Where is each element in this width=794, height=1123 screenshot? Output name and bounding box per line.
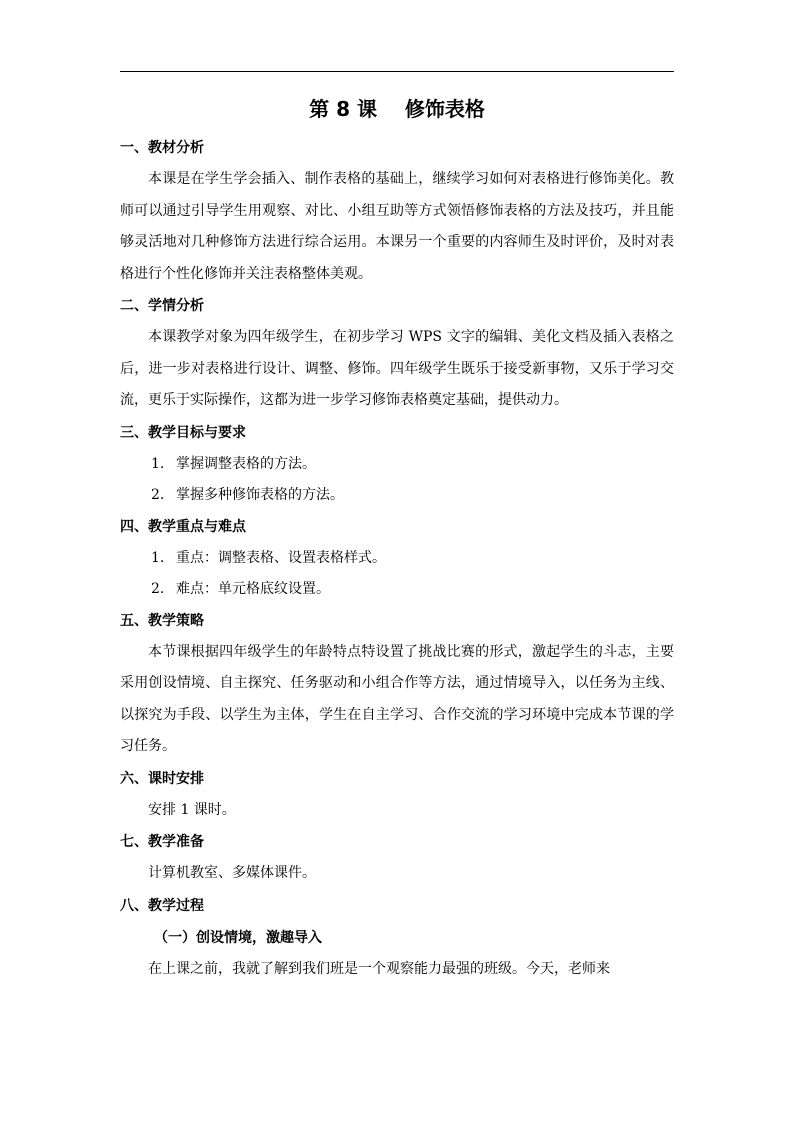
list-number: 2. bbox=[151, 580, 165, 597]
section-paragraph: 本课教学对象为四年级学生，在初步学习 WPS 文字的编辑、美化文档及插入表格之后，进一步对表格进行设计、调整、修饰。四年级学生既乐于接受新事物，又乐于学习交流，更乐于实际操作，这都为进一步学习修饰表格奠定基础，提供动力。 bbox=[120, 329, 674, 408]
document-title: 第 8 课 修饰表格 bbox=[309, 97, 485, 121]
section-heading: 八、教学过程 bbox=[120, 897, 204, 914]
section-heading: 三、教学目标与要求 bbox=[120, 424, 246, 441]
list-number: 1. bbox=[151, 455, 165, 472]
list-text: 难点：单元格底纹设置。 bbox=[176, 580, 330, 597]
document-page bbox=[120, 92, 674, 985]
section-subheading: （一）创设情境，激趣导入 bbox=[154, 929, 322, 946]
section-paragraph: 本节课根据四年级学生的年龄特点特设置了挑战比赛的形式，激起学生的斗志，主要采用创设情境、自主探究、任务驱动和小组合作等方法，通过情境导入，以任务为主线、以探究为手段、以学生为主体，学生在自主学习、合作交流的学习环境中完成本节课的学习任务。 bbox=[120, 643, 674, 754]
section-heading: 二、学情分析 bbox=[120, 298, 204, 314]
list-item bbox=[120, 574, 674, 605]
section-heading: 七、教学准备 bbox=[120, 834, 204, 850]
section-paragraph: 安排 1 课时。 bbox=[148, 801, 236, 818]
section-heading: 一、教材分析 bbox=[120, 140, 204, 156]
section-teaching-goals bbox=[120, 417, 674, 511]
section-heading: 五、教学策略 bbox=[120, 612, 204, 629]
section-key-points bbox=[120, 511, 674, 605]
list-text: 掌握多种修饰表格的方法。 bbox=[176, 486, 344, 503]
section-teaching-process bbox=[120, 890, 674, 986]
section-teaching-strategy bbox=[120, 605, 674, 763]
list-text: 掌握调整表格的方法。 bbox=[176, 455, 316, 472]
list-item bbox=[120, 543, 674, 574]
list-item bbox=[120, 449, 674, 480]
section-student-analysis bbox=[120, 290, 674, 417]
section-paragraph: 在上课之前，我就了解到我们班是一个观察能力最强的班级。今天，老师来 bbox=[148, 960, 610, 977]
section-heading: 六、课时安排 bbox=[120, 770, 204, 787]
section-textbook-analysis bbox=[120, 132, 674, 290]
header-rule bbox=[120, 71, 674, 72]
section-teaching-preparation bbox=[120, 826, 674, 890]
section-paragraph: 计算机教室、多媒体课件。 bbox=[148, 865, 316, 881]
list-number: 2. bbox=[151, 486, 165, 503]
section-paragraph: 本课是在学生学会插入、制作表格的基础上，继续学习如何对表格进行修饰美化。教师可以通过引导学生用观察、对比、小组互助等方式领悟修饰表格的方法及技巧，并且能够灵活地对几种修饰方法进行综合运用。本课另一个重要的内容师生及时评价，及时对表格进行个性化修饰并关注表格整体美观。 bbox=[120, 171, 674, 282]
list-text: 重点：调整表格、设置表格样式。 bbox=[176, 549, 386, 566]
list-number: 1. bbox=[151, 549, 165, 566]
section-heading: 四、教学重点与难点 bbox=[120, 518, 246, 535]
list-item bbox=[120, 480, 674, 511]
section-class-hours bbox=[120, 763, 674, 827]
